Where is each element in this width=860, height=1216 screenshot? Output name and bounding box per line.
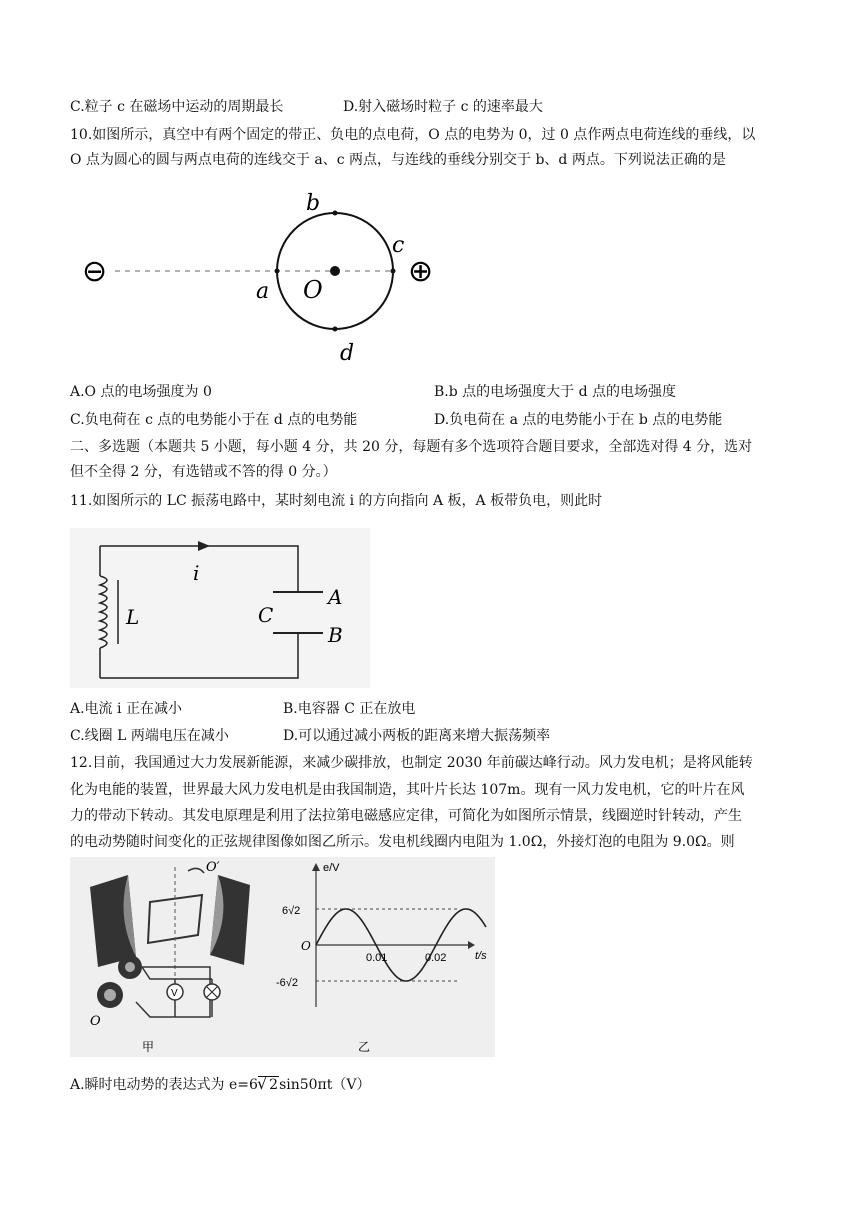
- q11-option-b: B.电容器 C 正在放电: [283, 701, 416, 717]
- q12-option-a-suffix: sin50πt（V）: [279, 1077, 371, 1093]
- q10-option-b: B.b 点的电场强度大于 d 点的电场强度: [434, 384, 677, 400]
- label-c: c: [392, 233, 405, 258]
- q10-stem-line2: O 点为圆心的圆与两点电荷的连线交于 a、c 两点，与连线的垂线分别交于 b、d 两点。下列说法正确的是: [70, 152, 726, 168]
- q10-stem-line1: 10.如图所示，真空中有两个固定的带正、负电的点电荷，O 点的电势为 0，过 0 点作两点电荷连线的垂线，以: [70, 127, 756, 143]
- q11-option-a: A.电流 i 正在减小: [70, 701, 182, 717]
- label-b: B: [328, 623, 343, 647]
- q12-stem-line1: 12.目前，我国通过大力发展新能源，来减少碳排放，也制定 2030 年前碳达峰行动。风力发电机；是将风能转: [70, 755, 753, 771]
- q11-circuit-figure: [70, 528, 370, 688]
- q12-stem-line3: 力的带动下转动。其发电原理是利用了法拉第电磁感应定律，可简化为如图所示情景，线圈逆时针转动，产生: [70, 808, 742, 824]
- caption-jia: 甲: [142, 1040, 155, 1054]
- y-axis-label: e/V: [323, 862, 340, 874]
- point-a: [275, 269, 280, 274]
- q11-option-c: C.线圈 L 两端电压在减小: [70, 728, 229, 744]
- label-c: C: [258, 603, 274, 627]
- negative-charge: ⊖: [82, 254, 108, 289]
- q10-option-c: C.负电荷在 c 点的电势能小于在 d 点的电势能: [70, 412, 358, 428]
- svg-text:V: V: [171, 988, 178, 999]
- label-i: i: [193, 561, 200, 585]
- point-d: [333, 327, 338, 332]
- label-b: b: [306, 191, 321, 216]
- positive-charge: ⊕: [408, 254, 434, 289]
- point-c: [391, 269, 396, 274]
- caption-yi: 乙: [358, 1040, 371, 1054]
- sqrt-radicand: 2: [269, 1077, 279, 1093]
- label-l: L: [126, 605, 140, 629]
- q11-option-d: D.可以通过减小两板的距离来增大振荡频率: [283, 728, 551, 744]
- label-o: O: [303, 276, 323, 304]
- tick-pos: 6√2: [282, 905, 301, 917]
- q10-option-d: D.负电荷在 a 点的电势能小于在 b 点的电势能: [434, 412, 723, 428]
- q12-stem-line2: 化为电能的装置，世界最大风力发电机是由我国制造，其叶片长达 107m。现有一风力发电机，它的叶片在风: [70, 782, 745, 798]
- q9-option-c: C.粒子 c 在磁场中运动的周期最长: [70, 99, 284, 115]
- label-o: O: [90, 1014, 101, 1029]
- sqrt-symbol: √ 2: [256, 1074, 279, 1093]
- section2-heading-line2: 但不全得 2 分，有选错或不答的得 0 分。）: [70, 464, 337, 480]
- q11-stem: 11.如图所示的 LC 振荡电路中，某时刻电流 i 的方向指向 A 板，A 板带负电，则此时: [70, 493, 603, 509]
- q12-option-a-prefix: A.瞬时电动势的表达式为 e=6: [70, 1077, 258, 1093]
- q9-option-d: D.射入磁场时粒子 c 的速率最大: [343, 99, 543, 115]
- label-a: A: [328, 585, 343, 609]
- origin-label: O: [301, 939, 311, 953]
- q12-option-a: [70, 1075, 371, 1095]
- tick-neg: -6√2: [276, 977, 298, 989]
- label-o-prime: O′: [206, 860, 220, 875]
- q10-option-a: A.O 点的电场强度为 0: [70, 384, 212, 400]
- section2-heading-line1: 二、多选题（本题共 5 小题，每小题 4 分，共 20 分，每题有多个选项符合题目要求，全部选对得 4 分，选对: [70, 439, 753, 455]
- tick-x2: 0.02: [425, 952, 447, 964]
- q12-stem-line4: 的电动势随时间变化的正弦规律图像如图乙所示。发电机线圈内电阻为 1.0Ω，外接灯泡的电阻为 9.0Ω。则: [70, 834, 735, 850]
- tick-x1: 0.01: [366, 952, 388, 964]
- q12-figure: [70, 857, 495, 1057]
- label-d: d: [340, 341, 355, 366]
- label-a: a: [256, 279, 270, 304]
- q10-figure: [70, 180, 470, 375]
- point-b: [333, 211, 338, 216]
- point-o: [330, 266, 340, 276]
- x-axis-label: t/s: [475, 950, 487, 962]
